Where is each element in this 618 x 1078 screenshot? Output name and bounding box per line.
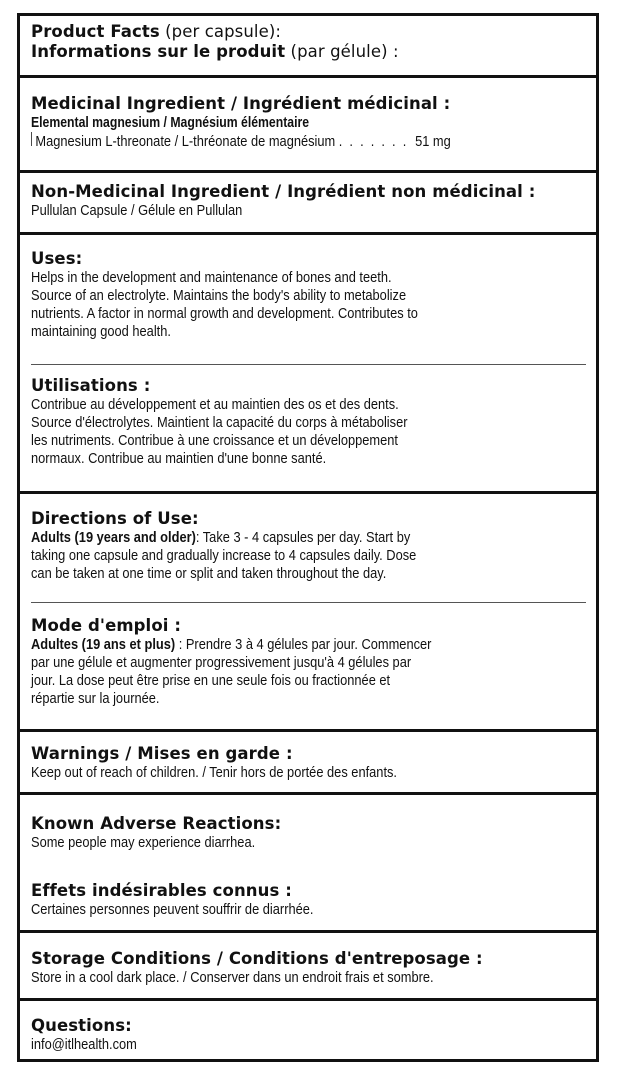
product-facts-title-en: Product Facts (per capsule): (31, 22, 282, 41)
uses-heading: Uses: (31, 249, 83, 268)
section-divider (20, 998, 596, 1001)
directions-bold-lead: Adults (19 years and older) (31, 530, 196, 546)
product-facts-header (20, 22, 596, 62)
section-divider (20, 792, 596, 795)
uses-line: maintaining good health. (31, 324, 171, 340)
directions-line: Adults (19 years and older): Take 3 - 4 capsules per day. Start by (31, 530, 411, 546)
adverse-en-heading: Known Adverse Reactions: (31, 814, 282, 833)
indent-bar (31, 132, 32, 146)
questions-heading: Questions: (31, 1016, 132, 1035)
utilisations-heading: Utilisations : (31, 376, 151, 395)
utilisations-line: les nutriments. Contribue à une croissance et un développement (31, 433, 398, 449)
adverse-fr-heading: Effets indésirables connus : (31, 881, 292, 900)
product-facts-panel (17, 13, 599, 1062)
mode-emploi-section (20, 616, 596, 708)
utilisations-line: Source d'électrolytes. Maintient la capacité du corps à métaboliser (31, 415, 408, 431)
utilisations-line: normaux. Contribue au maintien d'une bonne santé. (31, 451, 327, 467)
section-divider (20, 170, 596, 173)
mode-emploi-heading: Mode d'emploi : (31, 616, 182, 635)
section-divider (20, 491, 596, 494)
contact-email: info@itlhealth.com (31, 1037, 137, 1053)
medicinal-subheading: Elemental magnesium / Magnésium élémentaire (31, 115, 310, 131)
thin-divider (31, 364, 586, 365)
directions-heading: Directions of Use: (31, 509, 199, 528)
product-facts-title-fr: Informations sur le produit (par gélule) : (31, 42, 399, 61)
mode-emploi-line: par une gélule et augmenter progressivement jusqu'à 4 gélules par (31, 655, 412, 671)
directions-section (20, 509, 596, 583)
uses-line: Source of an electrolyte. Maintains the body's ability to metabolize (31, 288, 407, 304)
ingredient-amount: 51 mg (415, 134, 451, 150)
warnings-heading: Warnings / Mises en garde : (31, 744, 293, 763)
storage-heading: Storage Conditions / Conditions d'entreposage : (31, 949, 483, 968)
mode-emploi-line: jour. La dose peut être prise en une seule fois ou fractionnée et (31, 673, 391, 689)
non-medicinal-heading: Non-Medicinal Ingredient / Ingrédient non médicinal : (31, 182, 536, 201)
directions-line: can be taken at one time or split and taken throughout the day. (31, 566, 387, 582)
adverse-en-text: Some people may experience diarrhea. (31, 835, 256, 851)
thin-divider (31, 602, 586, 603)
medicinal-ingredient-section (20, 94, 596, 151)
uses-line: nutrients. A factor in normal growth and development. Contributes to (31, 306, 418, 322)
warnings-text: Keep out of reach of children. / Tenir hors de portée des enfants. (31, 765, 398, 781)
ingredient-row (31, 132, 594, 151)
section-divider (20, 729, 596, 732)
section-divider (20, 75, 596, 78)
mode-emploi-line: répartie sur la journée. (31, 691, 160, 707)
ingredient-leader: . . . . . . . (338, 134, 409, 150)
non-medicinal-text: Pullulan Capsule / Gélule en Pullulan (31, 203, 243, 219)
mode-emploi-bold-lead: Adultes (19 ans et plus) (31, 637, 176, 653)
mode-emploi-line: Adultes (19 ans et plus) : Prendre 3 à 4 gélules par jour. Commencer (31, 637, 432, 653)
adverse-fr-text: Certaines personnes peuvent souffrir de diarrhée. (31, 902, 314, 918)
directions-line: taking one capsule and gradually increase to 4 capsules daily. Dose (31, 548, 417, 564)
section-divider (20, 930, 596, 933)
storage-text: Store in a cool dark place. / Conserver dans un endroit frais et sombre. (31, 970, 434, 986)
non-medicinal-section (20, 182, 596, 220)
adverse-reactions-en-section (20, 814, 596, 852)
section-divider (20, 232, 596, 235)
storage-section (20, 949, 596, 987)
medicinal-heading: Medicinal Ingredient / Ingrédient médicinal : (31, 94, 451, 113)
adverse-reactions-fr-section (20, 881, 596, 919)
utilisations-line: Contribue au développement et au maintien des os et des dents. (31, 397, 399, 413)
uses-section (20, 249, 596, 341)
ingredient-name: Magnesium L-threonate / L-thréonate de magnésium (35, 134, 336, 150)
utilisations-section (20, 376, 596, 468)
questions-section (20, 1016, 596, 1054)
uses-line: Helps in the development and maintenance of bones and teeth. (31, 270, 392, 286)
warnings-section (20, 744, 596, 782)
